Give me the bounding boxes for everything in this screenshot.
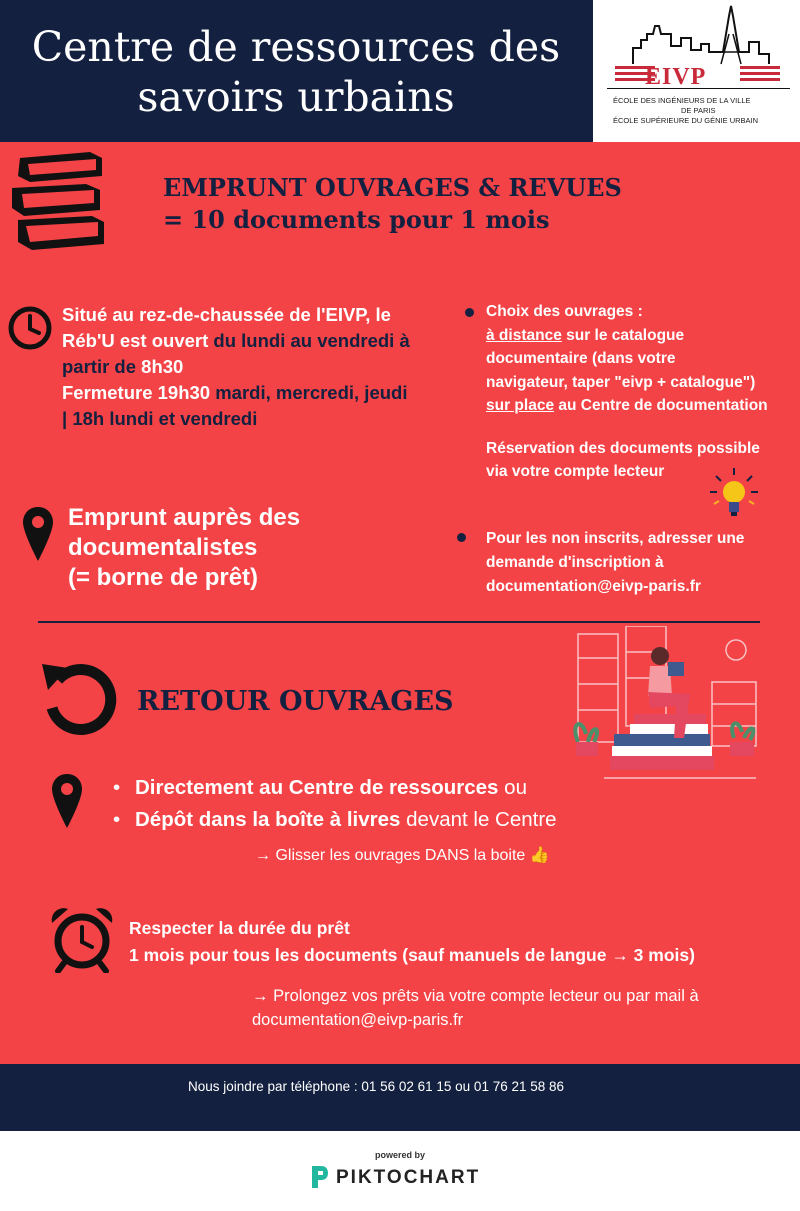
reservation-line-2: via votre compte lecteur xyxy=(486,463,665,480)
renewal-line-1: → Prolongez vos prêts via votre compte lecteur ou par mail à xyxy=(252,987,699,1005)
page-title xyxy=(0,22,592,122)
hours-text-1: Situé au rez-de-chaussée de l'EIVP, le xyxy=(62,304,391,325)
borrow-line-2: documentalistes xyxy=(68,534,258,561)
logo-name: EIVP xyxy=(645,64,707,90)
logo-line-1: ÉCOLE DES INGÉNIEURS DE LA VILLE xyxy=(613,96,751,105)
section-divider xyxy=(38,621,760,623)
bullet-icon xyxy=(457,533,466,542)
hours-text-3: du lundi au vendredi à xyxy=(213,330,410,351)
catalogue-info xyxy=(486,300,800,484)
retour-title: RETOUR OUVRAGES xyxy=(137,686,454,717)
return-option-1-rest: ou xyxy=(498,776,527,799)
emprunt-title: EMPRUNT OUVRAGES & REVUES xyxy=(163,173,622,202)
return-option-2: Dépôt dans la boîte à livres xyxy=(135,808,401,831)
reading-illustration-icon xyxy=(564,626,760,786)
piktochart-logo-icon xyxy=(309,1163,331,1191)
piktochart-brand[interactable]: PIKTOCHART xyxy=(336,1167,481,1188)
return-arrow-icon xyxy=(38,658,122,742)
return-options-list xyxy=(113,772,557,836)
lightbulb-icon xyxy=(708,466,760,520)
borrow-info xyxy=(68,503,300,593)
borrow-line-1: Emprunt auprès des xyxy=(68,504,301,531)
location-pin-icon xyxy=(50,772,84,830)
phone-contact: Nous joindre par téléphone : 01 56 02 61 15 ou 01 76 21 58 86 xyxy=(187,1079,565,1094)
duration-line-1: Respecter la durée du prêt xyxy=(129,918,350,938)
return-instruction: → Glisser les ouvrages DANS la boite 👍 xyxy=(255,847,550,864)
loan-duration xyxy=(129,915,695,969)
duration-line-2: 1 mois pour tous les documents (sauf manuels de langue → 3 mois) xyxy=(129,945,695,965)
alarm-clock-icon xyxy=(46,905,118,973)
renewal-email[interactable]: documentation@eivp-paris.fr xyxy=(252,1011,464,1029)
return-option-1: Directement au Centre de ressources xyxy=(135,776,499,799)
bullet-icon xyxy=(465,308,474,317)
renewal-info xyxy=(252,984,792,1032)
register-line-1: Pour les non inscrits, adresser une xyxy=(486,530,745,547)
return-option-2-rest: devant le Centre xyxy=(400,808,557,831)
logo-line-3: ÉCOLE SUPÉRIEURE DU GÉNIE URBAIN xyxy=(613,116,759,125)
on-site-link[interactable]: sur place xyxy=(486,397,555,414)
powered-by-label: powered by xyxy=(374,1150,425,1160)
title-line-2: savoirs urbains xyxy=(137,73,455,121)
list-item xyxy=(113,804,557,836)
register-line-2: demande d'inscription à xyxy=(486,554,664,571)
hours-text-9: lundi et vendredi xyxy=(109,408,258,429)
clock-icon xyxy=(7,305,53,351)
choice-title: Choix des ouvrages : xyxy=(486,303,643,320)
choice-place-rest: au Centre de documentation xyxy=(554,397,768,414)
logo-line-2: DE PARIS xyxy=(681,106,716,115)
location-pin-icon xyxy=(21,505,55,563)
books-icon xyxy=(8,150,108,260)
hours-text-8: | 18h xyxy=(62,408,105,429)
hours-text-6: Fermeture 19h30 xyxy=(62,382,211,403)
title-line-1: Centre de ressources des xyxy=(31,23,561,71)
hours-text-2: Réb'U est ouvert xyxy=(62,330,209,351)
register-email[interactable]: documentation@eivp-paris.fr xyxy=(486,578,701,595)
hours-text-4: partir de xyxy=(62,356,137,377)
footer-bar xyxy=(0,1064,800,1131)
opening-hours xyxy=(62,302,472,432)
choice-line-4: navigateur, taper "eivp + catalogue") xyxy=(486,373,756,391)
paris-skyline-icon xyxy=(631,4,771,66)
choice-line-3: documentaire (dans votre xyxy=(486,350,676,367)
list-item xyxy=(113,772,557,804)
choice-distance-rest: sur le catalogue xyxy=(561,326,685,344)
hours-text-7: mardi, mercredi, jeudi xyxy=(215,382,408,403)
reservation-line-1: Réservation des documents possible xyxy=(486,439,760,457)
emprunt-subtitle: = 10 documents pour 1 mois xyxy=(163,205,550,234)
registration-info xyxy=(486,527,744,599)
remote-catalogue-link[interactable]: à distance xyxy=(486,326,562,344)
borrow-line-3: (= borne de prêt) xyxy=(68,564,259,591)
hours-text-5: 8h30 xyxy=(141,356,184,377)
